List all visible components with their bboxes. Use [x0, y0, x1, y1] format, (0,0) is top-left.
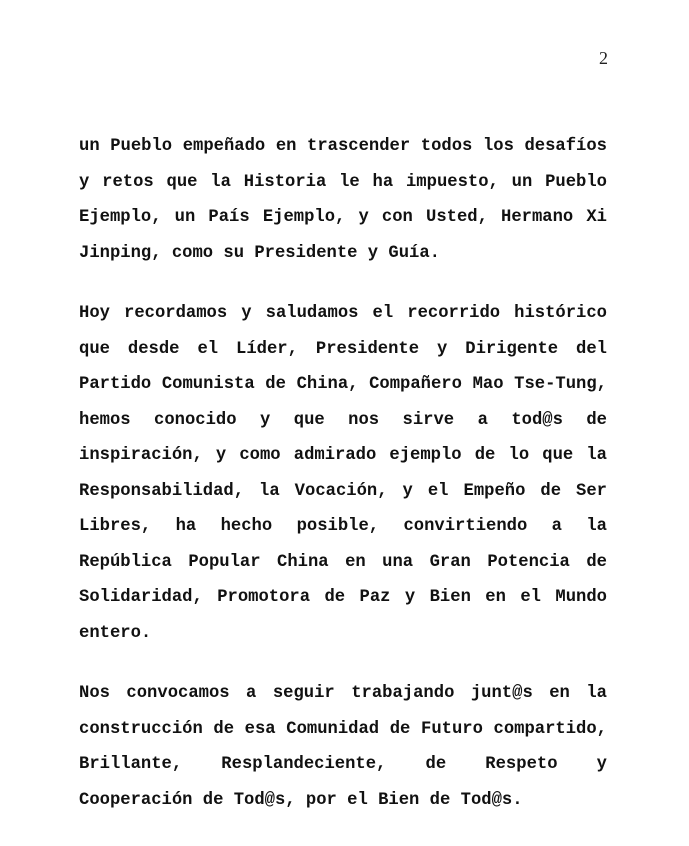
- paragraph-1: un Pueblo empeñado en trascender todos los desafíos y retos que la Historia le ha impuesto, un Pueblo Ejemplo, un País Ejemplo, y con Usted, Hermano Xi Jinping, como su Presidente y Guía.: [79, 137, 607, 263]
- paragraph-3: Nos convocamos a seguir trabajando junt@s en la construcción de esa Comunidad de Futuro compartido, Brillante, Resplandeciente, de Respeto y Cooperación de Tod@s, por el Bien de Tod@s.: [79, 684, 607, 810]
- letter-body: [79, 129, 607, 818]
- paragraph-2: Hoy recordamos y saludamos el recorrido histórico que desde el Líder, Presidente y Dirigente del Partido Comunista de China, Compañero Mao Tse-Tung, hemos conocido y que nos sirve a tod@s de inspiración, y como admirado ejemplo de lo que la Responsabilidad, la Vocación, y el Empeño de Ser Libres, ha hecho posible, convirtiendo a la República Popular China en una Gran Potencia de Solidaridad, Promotora de Paz y Bien en el Mundo entero.: [79, 304, 607, 643]
- page-number: 2: [599, 48, 608, 68]
